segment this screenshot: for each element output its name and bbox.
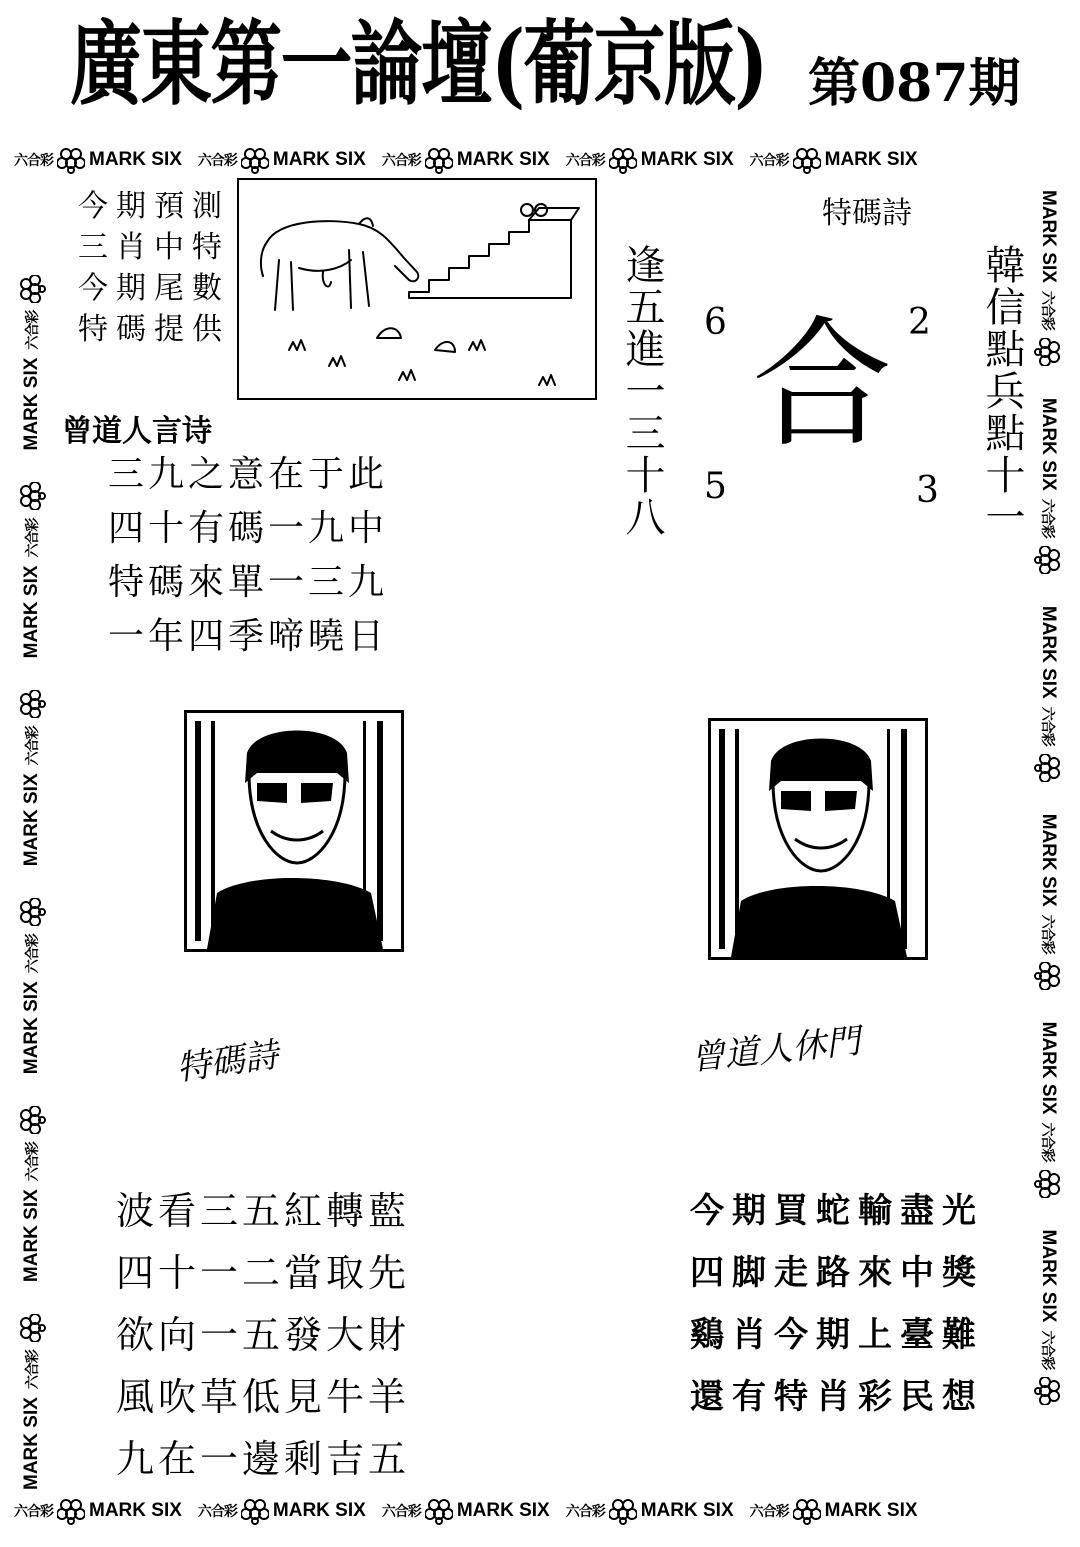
brand-en-label: MARK SIX (1038, 1021, 1059, 1115)
brand-cn-label: 六合彩 (1040, 914, 1056, 954)
zeng-rest-lines (690, 1180, 984, 1428)
border-unit (18, 482, 46, 658)
poem-right-column: 韓信點兵點十一 (979, 244, 1025, 538)
brand-en-label: MARK SIX (1038, 605, 1059, 699)
brand-cn-label: 六合彩 (1040, 706, 1056, 746)
poem-line: 四十有碼一九中 (108, 508, 389, 549)
border-unit (382, 146, 550, 174)
flower-logo-icon (18, 898, 46, 926)
brand-en-label: MARK SIX (456, 1500, 550, 1521)
brand-cn-label: 六合彩 (749, 1503, 789, 1519)
brand-cn-label: 六合彩 (1040, 498, 1056, 538)
brand-en-label: MARK SIX (640, 149, 734, 170)
prediction-line: 三肖中特 (78, 230, 230, 265)
flower-logo-icon (425, 1497, 453, 1525)
brand-en-label: MARK SIX (824, 1500, 918, 1521)
corner-number-bottom-right: 3 (916, 470, 939, 511)
flower-logo-icon (1034, 754, 1062, 782)
poem-line: 特碼來單一三九 (108, 562, 389, 603)
flower-logo-icon (241, 146, 269, 174)
flower-logo-icon (1034, 338, 1062, 366)
border-unit (750, 146, 918, 174)
brand-cn-label: 六合彩 (565, 152, 605, 168)
border-unit (18, 1106, 46, 1282)
bottom-border-strip (14, 1497, 928, 1525)
poem-line: 欲向一五發大財 (116, 1313, 411, 1357)
flower-logo-icon (57, 146, 85, 174)
border-unit (18, 275, 46, 451)
portrait-icon (711, 721, 925, 957)
portrait-photo-left (184, 710, 404, 952)
brand-cn-label: 六合彩 (24, 518, 40, 558)
brand-en-label: MARK SIX (1038, 397, 1059, 491)
poem-line: 波看三五紅轉藍 (116, 1189, 411, 1233)
border-unit (1034, 190, 1062, 366)
prediction-line: 今期預測 (78, 189, 230, 224)
poem-line: 三九之意在于此 (108, 454, 389, 495)
flower-logo-icon (793, 1497, 821, 1525)
flower-logo-icon (425, 146, 453, 174)
zeng-poem-lines (108, 448, 388, 664)
border-unit (1034, 398, 1062, 574)
corner-number-top-right: 2 (908, 302, 931, 343)
poem-line: 今期買蛇輸盡光 (690, 1191, 984, 1231)
horse-stairs-illustration (237, 178, 597, 400)
portrait-photo-right (708, 718, 928, 960)
flower-logo-icon (1034, 546, 1062, 574)
border-unit (1034, 1022, 1062, 1198)
zeng-poem-heading: 曾道人言诗 (62, 414, 212, 449)
center-character: 合 (752, 304, 893, 467)
poem-line: 四十一二當取先 (116, 1251, 411, 1295)
brand-cn-label: 六合彩 (14, 1503, 53, 1519)
brand-cn-label: 六合彩 (24, 934, 40, 974)
brand-cn-label: 六合彩 (24, 726, 40, 766)
brand-en-label: MARK SIX (1038, 1229, 1059, 1323)
flower-logo-icon (1034, 962, 1062, 990)
flower-logo-icon (241, 1497, 269, 1525)
brand-cn-label: 六合彩 (381, 1503, 421, 1519)
brand-en-label: MARK SIX (456, 149, 550, 170)
corner-number-top-left: 6 (704, 302, 727, 343)
border-unit (566, 146, 734, 174)
issue-number: 第087期 (808, 53, 1021, 114)
page-title: 廣東第一論壇(葡京版) (70, 10, 767, 118)
brand-en-label: MARK SIX (1038, 813, 1059, 907)
brand-en-label: MARK SIX (21, 981, 42, 1075)
prediction-list (78, 186, 230, 350)
flower-logo-icon (18, 482, 46, 510)
brand-en-label: MARK SIX (21, 773, 42, 867)
flower-logo-icon (1034, 1170, 1062, 1198)
brand-en-label: MARK SIX (21, 357, 42, 451)
poem-line: 鷄肖今期上臺難 (690, 1315, 984, 1355)
border-unit (750, 1497, 918, 1525)
flower-logo-icon (609, 1497, 637, 1525)
brand-cn-label: 六合彩 (1040, 1330, 1056, 1370)
tema-poem-heading: 特碼詩 (822, 196, 912, 231)
brand-cn-label: 六合彩 (14, 152, 53, 168)
flower-logo-icon (18, 1106, 46, 1134)
flower-logo-icon (18, 690, 46, 718)
brand-en-label: MARK SIX (89, 149, 182, 170)
flower-logo-icon (57, 1497, 85, 1525)
border-unit (18, 690, 46, 866)
brand-cn-label: 六合彩 (197, 152, 237, 168)
brand-cn-label: 六合彩 (24, 310, 40, 350)
brand-cn-label: 六合彩 (197, 1503, 237, 1519)
tema-poem-bottom-heading: 特碼詩 (174, 1035, 281, 1089)
border-unit (18, 1314, 46, 1490)
flower-logo-icon (609, 146, 637, 174)
poem-line: 四脚走路來中獎 (690, 1253, 984, 1293)
flower-logo-icon (1034, 1377, 1062, 1405)
border-unit (566, 1497, 734, 1525)
prediction-line: 特碼提供 (78, 312, 230, 347)
border-unit (14, 146, 182, 174)
border-unit (198, 1497, 366, 1525)
poem-line: 還有特肖彩民想 (690, 1377, 984, 1417)
brand-cn-label: 六合彩 (1040, 1122, 1056, 1162)
brand-en-label: MARK SIX (21, 565, 42, 659)
prediction-line: 今期尾數 (78, 271, 230, 306)
poem-left-column: 逢五進一三十八 (619, 244, 665, 538)
brand-en-label: MARK SIX (272, 1500, 366, 1521)
border-unit (14, 1497, 182, 1525)
brand-cn-label: 六合彩 (749, 152, 789, 168)
horse-stairs-icon (239, 180, 595, 398)
brand-en-label: MARK SIX (89, 1500, 182, 1521)
border-unit (1034, 814, 1062, 990)
brand-en-label: MARK SIX (640, 1500, 734, 1521)
border-unit (1034, 1230, 1062, 1406)
poem-line: 一年四季啼曉日 (108, 616, 389, 657)
border-unit (382, 1497, 550, 1525)
portrait-icon (187, 713, 401, 949)
left-border-strip (14, 180, 50, 1490)
brand-cn-label: 六合彩 (24, 1350, 40, 1390)
right-border-strip (1030, 190, 1066, 1490)
brand-en-label: MARK SIX (1038, 190, 1059, 283)
border-unit (18, 898, 46, 1074)
border-unit (1034, 606, 1062, 782)
flower-logo-icon (18, 275, 46, 303)
brand-cn-label: 六合彩 (1040, 290, 1056, 330)
zeng-rest-heading: 曾道人休門 (688, 1021, 862, 1079)
brand-cn-label: 六合彩 (24, 1142, 40, 1182)
brand-en-label: MARK SIX (272, 149, 366, 170)
brand-cn-label: 六合彩 (381, 152, 421, 168)
poem-line: 風吹草低見牛羊 (116, 1375, 411, 1419)
tema-poem-bottom-lines (116, 1180, 410, 1490)
corner-number-bottom-left: 5 (704, 466, 727, 507)
top-border-strip (14, 146, 928, 174)
brand-en-label: MARK SIX (21, 1189, 42, 1283)
brand-cn-label: 六合彩 (565, 1503, 605, 1519)
brand-en-label: MARK SIX (21, 1397, 42, 1490)
flower-logo-icon (793, 146, 821, 174)
poem-line: 九在一邊剩吉五 (116, 1437, 411, 1481)
border-unit (198, 146, 366, 174)
flower-logo-icon (18, 1314, 46, 1342)
brand-en-label: MARK SIX (824, 149, 918, 170)
